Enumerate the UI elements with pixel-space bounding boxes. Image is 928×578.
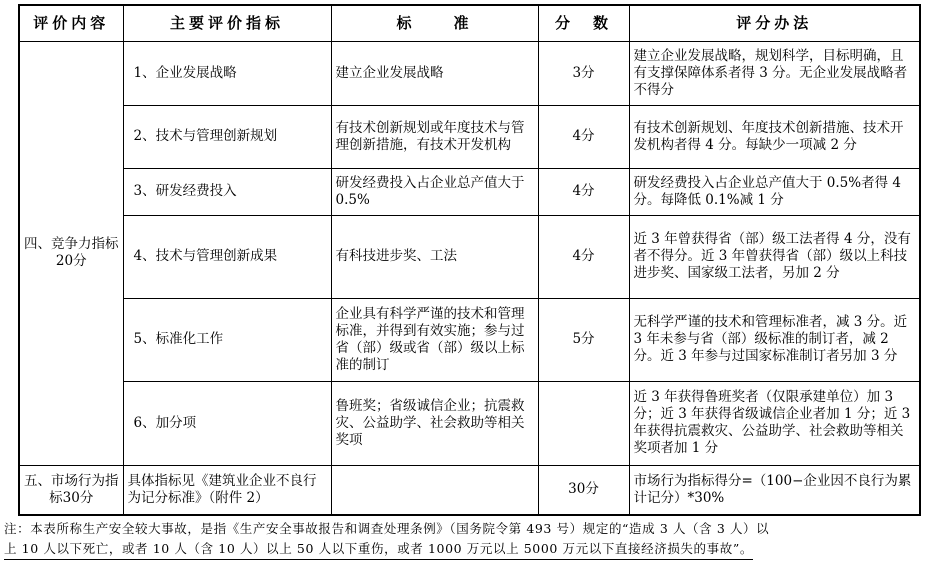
standard-cell: 有技术创新规划或年度技术与管理创新措施，有技术开发机构 bbox=[331, 105, 538, 168]
evaluation-table bbox=[18, 4, 921, 516]
category-market-behavior: 五、市场行为指标30分 bbox=[19, 465, 123, 515]
score-cell: 3分 bbox=[538, 41, 629, 105]
header-score: 分 数 bbox=[538, 5, 629, 41]
footnote-line-2: 上 10 人以下死亡，或者 10 人（含 10 人）以上 50 人以下重伤，或者 1000 万元以上 5000 万元以下直接经济损失的事故”。 bbox=[4, 539, 753, 560]
table-row bbox=[19, 381, 920, 465]
score-cell: 30分 bbox=[538, 465, 629, 515]
method-cell: 有技术创新规划、年度技术创新措施、技术开发机构者得 4 分。每缺少一项减 2 分 bbox=[629, 105, 920, 168]
score-cell: 4分 bbox=[538, 168, 629, 215]
table-row bbox=[19, 105, 920, 168]
method-cell: 无科学严谨的技术和管理标准者，减 3 分。近 3 年未参与省（部）级标准的制订者，减 2 分。近 3 年参与过国家标准制订者另加 3 分 bbox=[629, 298, 920, 381]
method-cell: 建立企业发展战略，规划科学，目标明确，且有支撑保障体系者得 3 分。无企业发展战略者不得分 bbox=[629, 41, 920, 105]
footnote-line-1: 注：本表所称生产安全较大事故，是指《生产安全事故报告和调查处理条例》（国务院令第 493 号）规定的“造成 3 人（含 3 人）以 bbox=[4, 521, 770, 536]
header-indicator: 主要评价指标 bbox=[123, 5, 331, 41]
indicator-cell: 2、技术与管理创新规划 bbox=[123, 105, 331, 168]
table-row bbox=[19, 41, 920, 105]
table-row bbox=[19, 298, 920, 381]
indicator-cell: 5、标准化工作 bbox=[123, 298, 331, 381]
score-cell: 4分 bbox=[538, 215, 629, 298]
score-cell: 4分 bbox=[538, 105, 629, 168]
header-standard: 标 准 bbox=[331, 5, 538, 41]
table-row bbox=[19, 465, 920, 515]
score-cell: 5分 bbox=[538, 298, 629, 381]
header-method: 评分办法 bbox=[629, 5, 920, 41]
indicator-cell: 1、企业发展战略 bbox=[123, 41, 331, 105]
indicator-cell: 3、研发经费投入 bbox=[123, 168, 331, 215]
standard-cell: 有科技进步奖、工法 bbox=[331, 215, 538, 298]
method-cell: 近 3 年获得鲁班奖者（仅限承建单位）加 3 分；近 3 年获得省级诚信企业者加 1 分；近 3 年获得抗震救灾、公益助学、社会救助等相关奖项者加 1 分 bbox=[629, 381, 920, 465]
header-content: 评价内容 bbox=[19, 5, 123, 41]
standard-cell: 研发经费投入占企业总产值大于 0.5% bbox=[331, 168, 538, 215]
method-cell: 市场行为指标得分=（100−企业因不良行为累计记分）*30% bbox=[629, 465, 920, 515]
indicator-cell: 6、加分项 bbox=[123, 381, 331, 465]
standard-cell: 鲁班奖；省级诚信企业；抗震救灾、公益助学、社会救助等相关奖项 bbox=[331, 381, 538, 465]
indicator-cell: 具体指标见《建筑业企业不良行为记分标准》（附件 2） bbox=[123, 465, 331, 515]
method-cell: 研发经费投入占企业总产值大于 0.5%者得 4 分。每降低 0.1%减 1 分 bbox=[629, 168, 920, 215]
table-row bbox=[19, 215, 920, 298]
footnote bbox=[4, 519, 922, 560]
standard-cell bbox=[331, 465, 538, 515]
category-competitiveness: 四、竞争力指标20分 bbox=[19, 41, 123, 465]
method-cell: 近 3 年曾获得省（部）级工法者得 4 分，没有者不得分。近 3 年曾获得省（部）级以上科技进步奖、国家级工法者，另加 2 分 bbox=[629, 215, 920, 298]
indicator-cell: 4、技术与管理创新成果 bbox=[123, 215, 331, 298]
table-row bbox=[19, 168, 920, 215]
score-cell bbox=[538, 381, 629, 465]
standard-cell: 建立企业发展战略 bbox=[331, 41, 538, 105]
standard-cell: 企业具有科学严谨的技术和管理标准，并得到有效实施；参与过省（部）级或省（部）级以上标准的制订 bbox=[331, 298, 538, 381]
header-row bbox=[19, 5, 920, 41]
